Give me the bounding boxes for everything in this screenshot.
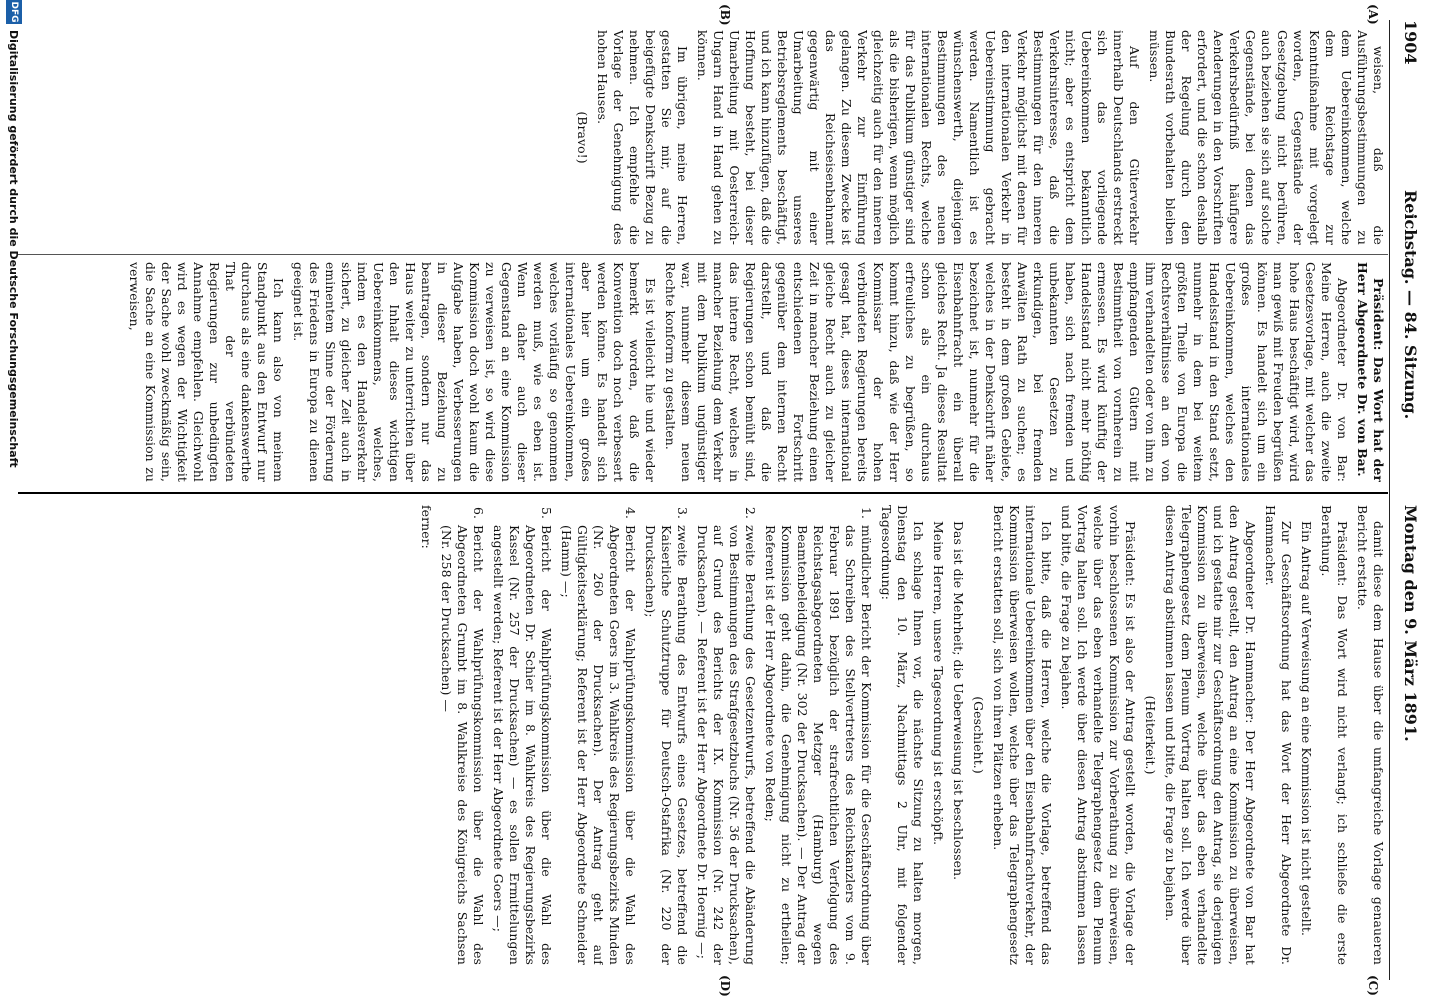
- paragraph: Ich kann also von meinem Standpunkt aus den Entwurf nur durchaus als eine dankenswerthe That der verbündeten Regierungen zur unbedingten Annahme empfehlen. Gleichwohl wird es wegen der Wichtigkeit der Sache wohl zweckmäßig sein, die Sache an eine Kommission zu verweisen,: [127, 262, 286, 482]
- page-header-left: [1392, 20, 1420, 480]
- paragraph: Im übrigen, meine Herren, gestatten Sie mir, auf die beigefügte Denkschrift Bezug zu nehmen. Ich empfehle die Vorlage der Genehmigung des hohen Hauses.: [595, 30, 690, 245]
- agenda-item-text: Bericht der Wahlprüfungskommission über die Wahl des Abgeordneten Dr. Schier im 8. Wahlkreis des Regierungsbezirks Kassel (Nr. 257 der Drucksachen) — es sollen Ermittelungen angestellt werden; Referent ist der Herr Abgeordnete Goers —;: [491, 525, 554, 965]
- paragraph: Meine Herren, unsere Tagesordnung ist erschöpft.: [931, 521, 946, 846]
- agenda-item-number: 5.: [539, 507, 554, 520]
- paragraph: Präsident: Es ist also der Antrag gestellt worden, die Vorlage der vorhin beschlossenen Kommission zur Vorberathung zu überweisen, welche über das eben verhandelte Telegraphengesetz dem Plenum Vortrag halten soll. Ich werde über diesen Antrag abstimmen lassen und bitte, die Frage zu bejahen.: [1059, 505, 1138, 965]
- agenda-item-text: Bericht der Wahlprüfungskommission über die Wahl des Abgeordneten Grumbt im 8. Wahlkreise des Königreichs Sachsen (Nr. 258 der Drucksachen) —: [439, 525, 486, 965]
- footer-text: Digitalisierung gefördert durch die Deutsche Forschungsgemeinschaft: [7, 30, 20, 468]
- agenda-list: [438, 505, 874, 965]
- header-date: Montag den 9. März 1891.: [1401, 505, 1420, 742]
- paragraph: Abgeordneter Dr. von Bar: Meine Herren, auch die zweite Gesetzesvorlage, mit welcher das hohe Haus beschäftigt wird, wird man gewiß mit Freuden begrüßen können. Es handelt sich um ein großes internationales Uebereinkommen, welches den Handelsstand in den Stand setzt, nunmehr in dem bei weitem größten Theile von Europa die Rechtsverhältnisse an den von ihm verhandelten oder von ihm zu empfangenden Gütern mit Bestimmtheit von vornherein zu ermessen. Es wird künftig der Handelsstand nicht mehr nöthig haben, sich nach fremden und unbekannten Gesetzen zu erkundigen, bei fremden Anwälten Rath zu suchen; es besteht in dem großen Gebiete, welches in der Denkschrift näher bezeichnet ist, nunmehr für die Eisenbahnfracht ein überall gleiches Recht. Ja dieses Resultat schon als ein durchaus erfreuliches zu begrüßen, so kommt hinzu, daß wie der Herr Kommissar der hohen verbündeten Regierungen bereits gesagt hat, dieses international gleiche Recht auch zu gleicher Zeit in mancher Beziehung einen entschiedenen Fortschritt gegenüber dem internen Recht darstellt, und daß die Regierungen schon bemüht sind, das interne Recht, welches in mancher Beziehung dem Verkehr mit dem Publikum ungünstiger war, nunmehr diesem neuen Rechte konform zu gestalten.: [663, 262, 1350, 482]
- agenda-item: [558, 505, 638, 965]
- marker-a: (A): [1366, 4, 1380, 25]
- agenda-item-text: zweite Berathung des Gesetzentwurfs, betreffend die Abänderung von Bestimmungen des Strafgesetzbuchs (Nr. 36 der Drucksachen), auf Grund des Berichts der IX. Kommission (Nr. 242 der Drucksachen). — Referent ist der Herr Abgeordnete Dr. Hoernig —;: [695, 525, 758, 965]
- agenda-item: [490, 505, 554, 965]
- ferner-note: ferner:: [419, 505, 434, 549]
- president-statement: Präsident: Das Wort hat der Herr Abgeordnete Dr. von Bar.: [1355, 262, 1386, 482]
- agenda-item-number: 2.: [743, 507, 758, 520]
- paragraph: Präsident: Das Wort wird nicht verlangt; ich schließe die erste Berathung.: [1319, 505, 1350, 965]
- agenda-item-text: zweite Berathung des Entwurfs eines Gesetzes, betreffend die Kaiserliche Schutztruppe für Deutsch-Ostafrika (Nr. 220 der Drucksachen);: [643, 525, 690, 965]
- agenda-item-text: Bericht der Wahlprüfungskommission über die Wahl des Abgeordneten Goers im 3. Wahlkreis des Regierungsbezirks Minden (Nr. 260 der Drucksachen). Der Antrag geht auf Gültigkeitserklärung; Referent ist der Herr Abgeordnete Schneider (Hamm) —;: [559, 525, 638, 965]
- paragraph: Es ist vielleicht hie und wieder bemerkt worden, daß die Konvention doch noch verbessert werden könne. Es handelt sich aber hier um ein großes internationales Uebereinkommen, welches vorläufig so genommen werden muß, wie es eben ist. Wenn daher auch dieser Gegenstand an eine Kommission zu verweisen ist, so wird diese Kommission doch wohl kaum die Aufgabe haben, Verbesserungen in dieser Beziehung zu beantragen, sondern nur das Haus weiter zu unterrichten über den Inhalt dieses wichtigen Uebereinkommens, welches, indem es den Handelsverkehr sichert, zu gleicher Zeit auch in eminentem Sinne der Förderung des Friedens in Europa zu dienen geeignet ist.: [291, 262, 658, 482]
- marker-d: (D): [718, 975, 732, 997]
- agenda-item-number: 6.: [471, 507, 486, 520]
- marker-c: (C): [1366, 975, 1380, 996]
- paragraph: Das ist die Mehrheit; die Ueberweisung ist beschlossen.: [951, 521, 966, 881]
- agenda-item: [694, 505, 758, 965]
- paragraph: Zur Geschäftsordnung hat das Wort der Herr Abgeordnete Dr. Hammacher.: [1263, 505, 1294, 965]
- page-header-right: [1392, 505, 1420, 975]
- paragraph: Auf den Güterverkehr innerhalb Deutschlands erstreckt sich das vorliegende Uebereinkommen bekanntlich nicht; aber es entspricht dem Verkehrsinteresse, daß die Bestimmungen für den inneren Verkehr möglichst mit denen für den internationalen Verkehr in Uebereinstimmung gebracht werden. Namentlich ist es wünschenswerth, diejenigen Bestimmungen des neuen internationalen Rechts, welche für das Publikum günstiger sind als die bisherigen, wenn möglich gleichzeitig auch für den inneren Verkehr zur Einführung gelangen. Zu diesem Zwecke ist das Reichseisenbahnamt gegenwärtig mit einer Umarbeitung unseres Betriebsreglements beschäftigt, und ich kann hinzufügen, daß die Hoffnung besteht, bei dieser Umarbeitung mit Oesterreich-Ungarn Hand in Hand gehen zu können.: [695, 30, 1142, 245]
- paragraph: Ich schlage Ihnen vor, die nächste Sitzung zu halten morgen, Dienstag den 10. März, Nachmittags 2 Uhr, mit folgender Tagesordnung:: [879, 505, 926, 965]
- header-title: Reichstag. — 84. Sitzung.: [1401, 190, 1420, 420]
- bravo-note: (Bravo!): [575, 111, 590, 164]
- page-number: 1904: [1401, 20, 1420, 65]
- footer: [2, 0, 24, 1000]
- column-separator: [18, 254, 1388, 255]
- agenda-item-number: 3.: [675, 507, 690, 520]
- agenda-item: [438, 505, 486, 965]
- header-rule: [1389, 20, 1390, 980]
- column-1: [36, 30, 1386, 245]
- column-2: [36, 262, 1386, 482]
- geschieht-note: (Geschieht.): [971, 696, 986, 774]
- agenda-item-number: 1.: [859, 507, 874, 520]
- paragraph: Abgeordneter Dr. Hammacher: Der Herr Abgeordnete von Bar hat den Antrag gestellt, den Antrag an eine Kommission zu überweisen, und ich gestatte mir zur Geschäftsordnung den Antrag, sie derjenigen Kommission zu überweisen, welche über das eben verhandelte Telegraphengesetz dem Plenum Vortrag halten soll. Ich werde über diesen Antrag abstimmen lassen und bitte, die Frage zu bejahen.: [1163, 505, 1258, 965]
- paragraph: damit diese dem Hause über die umfangreiche Vorlage genaueren Bericht erstatte.: [1355, 505, 1386, 965]
- marker-b: (B): [718, 4, 732, 26]
- agenda-item-text: mündlicher Bericht der Kommission für die Geschäftsordnung über das Schreiben des Stellvertreters des Reichskanzlers vom 9. Februar 1891 bezüglich der strafrechtlichen Verfolgung des Reichstagsabgeordneten Metzger (Hamburg) wegen Beamtenbeleidigung (Nr. 302 der Drucksachen). — Der Antrag der Kommission geht dahin, die Genehmigung nicht zu ertheilen; Referent ist der Herr Abgeordnete von Reden;: [763, 525, 874, 965]
- paragraph: Ein Antrag auf Verweisung an eine Kommission ist nicht gestellt.: [1299, 521, 1314, 937]
- agenda-item: [642, 505, 690, 965]
- paragraph: weisen, daß die Ausführungsbestimmungen zu dem Uebereinkommen, welche dem Reichstage zur Kenntnißnahme mit vorgelegt worden, Gegenstände der Gesetzgebung nicht berühren, auch beziehen sie sich auf solche Gegenstände, bei denen das Verkehrsbedürfniß häufigere Aenderungen in den Vorschriften erfordert, und die schon deshalb der Regelung durch den Bundesrath vorbehalten bleiben müssen.: [1147, 30, 1386, 245]
- page-gutter: [18, 492, 1388, 494]
- paragraph: Ich bitte, daß die Herren, welche die Vorlage, betreffend das internationale Uebereinkommen über den Eisenbahnfrachtverkehr, der Kommission überweisen wollen, welche über das Telegraphengesetz Bericht erstatten soll, sich von ihren Plätzen erheben.: [991, 505, 1054, 965]
- agenda-item-number: 4.: [623, 507, 638, 520]
- agenda-item: [762, 505, 874, 965]
- dfg-logo: DFG: [6, 0, 22, 24]
- heiterkeit-note: (Heiterkeit.): [1143, 695, 1158, 775]
- column-3: [36, 505, 1386, 965]
